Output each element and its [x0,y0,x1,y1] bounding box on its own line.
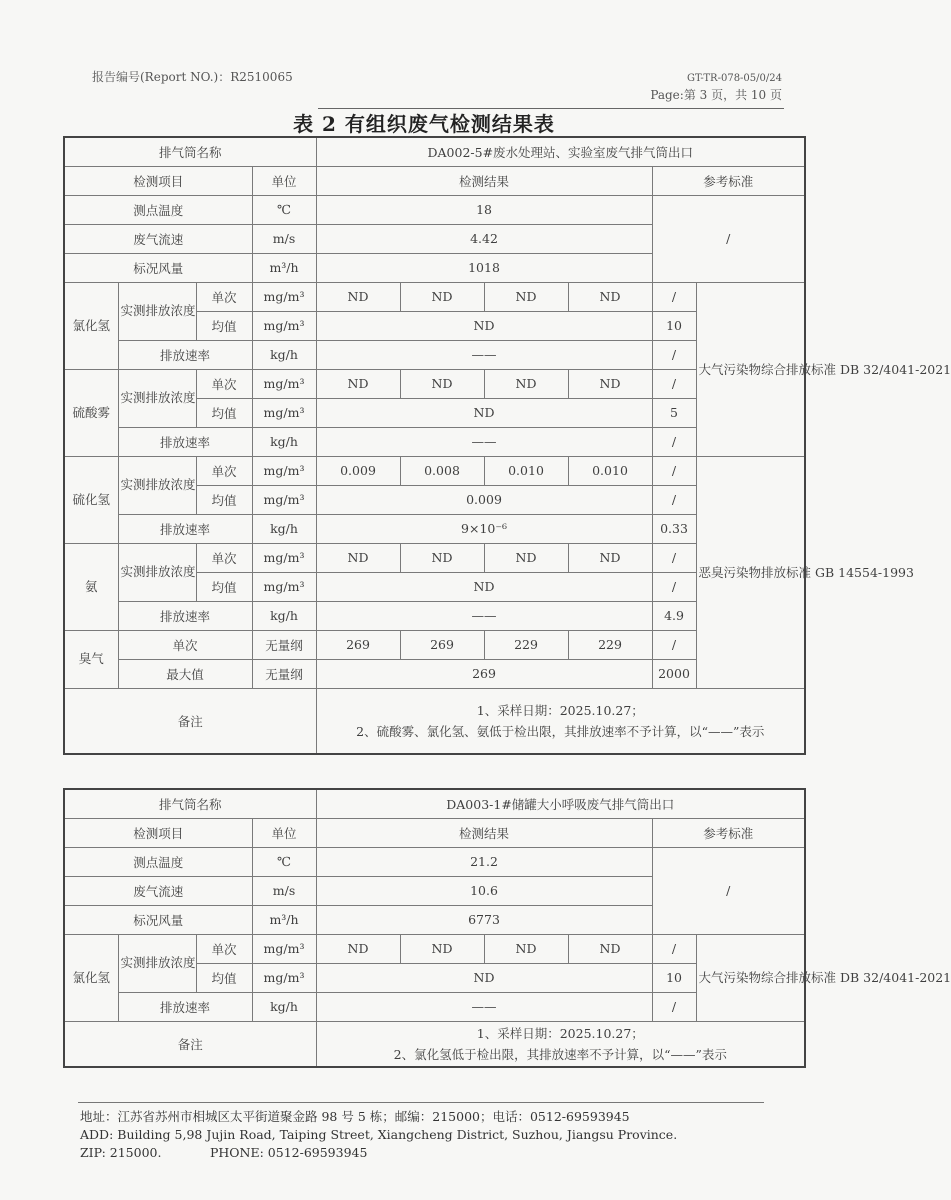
rate-value: —— [316,340,652,369]
limit-cell: 2000 [652,659,696,688]
flow-label: 标况风量 [64,253,252,282]
rate-unit: kg/h [252,427,316,456]
rate-unit: kg/h [252,514,316,543]
avg-value: ND [316,311,652,340]
remark-line: 1、采样日期：2025.10.27； [476,702,644,718]
limit-cell: 10 [652,963,696,992]
general-standard: / [652,195,805,282]
rate-label: 排放速率 [118,340,252,369]
measured-conc-label: 实测排放浓度 [118,456,196,514]
single-label: 单次 [118,630,252,659]
single-label: 单次 [196,282,252,311]
footer [80,1108,677,1162]
col-header-standard: 参考标准 [652,818,805,847]
pollutant-name: 氯化氢 [64,282,118,369]
limit-cell: / [652,282,696,311]
temp-value: 21.2 [316,847,652,876]
limit-cell: / [652,456,696,485]
outlet-label: 排气筒名称 [64,789,316,818]
conc-unit: mg/m³ [252,572,316,601]
conc-unit: mg/m³ [252,398,316,427]
result-cell: ND [484,543,568,572]
temp-label: 测点温度 [64,195,252,224]
odor-unit: 无量纲 [252,630,316,659]
phone: PHONE: 0512-69593945 [209,1145,368,1160]
rate-label: 排放速率 [118,992,252,1021]
remark-line: 2、硫酸雾、氯化氢、氨低于检出限，其排放速率不予计算，以“——”表示 [356,723,765,739]
result-cell: 229 [484,630,568,659]
speed-unit: m/s [252,224,316,253]
col-header-item: 检测项目 [64,818,252,847]
rate-label: 排放速率 [118,427,252,456]
outlet-name: DA002-5#废水处理站、实验室废气排气筒出口 [316,137,805,166]
conc-unit: mg/m³ [252,543,316,572]
result-cell: ND [484,282,568,311]
page-indicator: Page:第 3 页，共 10 页 [650,88,782,102]
temp-unit: ℃ [252,847,316,876]
limit-cell: 4.9 [652,601,696,630]
limit-cell: / [652,543,696,572]
col-header-result: 检测结果 [316,166,652,195]
limit-cell: / [652,369,696,398]
limit-cell: / [652,572,696,601]
avg-value: 0.009 [316,485,652,514]
limit-cell: 0.33 [652,514,696,543]
remark-line: 1、采样日期：2025.10.27； [476,1025,644,1041]
result-cell: ND [568,543,652,572]
remark-line: 2、氯化氢低于检出限，其排放速率不予计算，以“——”表示 [393,1046,727,1062]
col-header-unit: 单位 [252,166,316,195]
col-header-item: 检测项目 [64,166,252,195]
address-en: ADD: Building 5,98 Jujin Road, Taiping Street, Xiangcheng District, Suzhou, Jiangsu Province. [80,1127,678,1142]
result-cell: ND [484,369,568,398]
limit-cell: / [652,992,696,1021]
remarks-text [316,688,805,754]
pollutant-name: 硫酸雾 [64,369,118,456]
limit-cell: / [652,485,696,514]
result-cell: ND [484,934,568,963]
remarks-text [316,1021,805,1067]
result-cell: 269 [316,630,400,659]
result-cell: ND [400,282,484,311]
document-code: GT-TR-078-05/0/24 [687,73,782,84]
limit-cell: / [652,427,696,456]
avg-label: 均值 [196,485,252,514]
result-cell: ND [568,282,652,311]
rate-value: —— [316,601,652,630]
measured-conc-label: 实测排放浓度 [118,282,196,340]
speed-value: 10.6 [316,876,652,905]
single-label: 单次 [196,934,252,963]
contact-line [80,1144,677,1162]
page-header-right [650,70,782,104]
limit-cell: 10 [652,311,696,340]
speed-unit: m/s [252,876,316,905]
avg-value: ND [316,572,652,601]
single-label: 单次 [196,543,252,572]
general-standard: / [652,847,805,934]
reference-standard: 大气污染物综合排放标准 DB 32/4041-2021 [696,934,805,1021]
result-cell: ND [400,369,484,398]
avg-label: 均值 [196,963,252,992]
avg-label: 均值 [196,311,252,340]
result-cell: ND [316,282,400,311]
avg-value: ND [316,963,652,992]
table-title: 表 2 有组织废气检测结果表 [293,112,555,136]
single-label: 单次 [196,456,252,485]
limit-cell: / [652,630,696,659]
results-table-da003 [63,788,951,1068]
rate-unit: kg/h [252,340,316,369]
conc-unit: mg/m³ [252,369,316,398]
pollutant-name: 臭气 [64,630,118,688]
measured-conc-label: 实测排放浓度 [118,934,196,992]
col-header-result: 检测结果 [316,818,652,847]
avg-label: 均值 [196,398,252,427]
reference-standard: 大气污染物综合排放标准 DB 32/4041-2021 [696,282,805,456]
report-number: 报告编号(Report NO.)：R2510065 [92,70,293,84]
result-cell: 229 [568,630,652,659]
result-cell: 0.009 [316,456,400,485]
outlet-name: DA003-1#储罐大小呼吸废气排气筒出口 [316,789,805,818]
conc-unit: mg/m³ [252,934,316,963]
conc-unit: mg/m³ [252,456,316,485]
footer-divider [78,1102,764,1103]
result-cell: ND [316,543,400,572]
col-header-standard: 参考标准 [652,166,805,195]
flow-label: 标况风量 [64,905,252,934]
rate-value: —— [316,427,652,456]
remarks-label: 备注 [64,1021,316,1067]
result-cell: ND [316,934,400,963]
flow-unit: m³/h [252,253,316,282]
single-label: 单次 [196,369,252,398]
result-cell: ND [400,543,484,572]
limit-cell: 5 [652,398,696,427]
avg-value: ND [316,398,652,427]
flow-unit: m³/h [252,905,316,934]
speed-label: 废气流速 [64,876,252,905]
limit-cell: / [652,340,696,369]
result-cell: ND [568,934,652,963]
rate-label: 排放速率 [118,514,252,543]
reference-standard: 恶臭污染物排放标准 GB 14554-1993 [696,456,805,688]
conc-unit: mg/m³ [252,963,316,992]
limit-cell: / [652,934,696,963]
pollutant-name: 硫化氢 [64,456,118,543]
results-table-da002 [63,136,951,755]
remarks-label: 备注 [64,688,316,754]
max-label: 最大值 [118,659,252,688]
speed-label: 废气流速 [64,224,252,253]
rate-value: —— [316,992,652,1021]
odor-unit: 无量纲 [252,659,316,688]
temp-unit: ℃ [252,195,316,224]
avg-label: 均值 [196,572,252,601]
address-cn: 地址：江苏省苏州市相城区太平街道聚金路 98 号 5 栋；邮编：215000；电话：0512-69593945 [80,1109,630,1124]
temp-value: 18 [316,195,652,224]
pollutant-name: 氨 [64,543,118,630]
speed-value: 4.42 [316,224,652,253]
flow-value: 1018 [316,253,652,282]
flow-value: 6773 [316,905,652,934]
zip-code: ZIP: 215000. [80,1145,162,1160]
result-cell: 0.008 [400,456,484,485]
result-cell: ND [316,369,400,398]
conc-unit: mg/m³ [252,485,316,514]
result-cell: 0.010 [484,456,568,485]
rate-unit: kg/h [252,992,316,1021]
conc-unit: mg/m³ [252,282,316,311]
pollutant-name: 氯化氢 [64,934,118,1021]
result-cell: ND [400,934,484,963]
max-value: 269 [316,659,652,688]
measured-conc-label: 实测排放浓度 [118,543,196,601]
result-cell: 269 [400,630,484,659]
rate-label: 排放速率 [118,601,252,630]
col-header-unit: 单位 [252,818,316,847]
outlet-label: 排气筒名称 [64,137,316,166]
measured-conc-label: 实测排放浓度 [118,369,196,427]
result-cell: ND [568,369,652,398]
rate-unit: kg/h [252,601,316,630]
temp-label: 测点温度 [64,847,252,876]
result-cell: 0.010 [568,456,652,485]
conc-unit: mg/m³ [252,311,316,340]
rate-value: 9×10⁻⁶ [316,514,652,543]
